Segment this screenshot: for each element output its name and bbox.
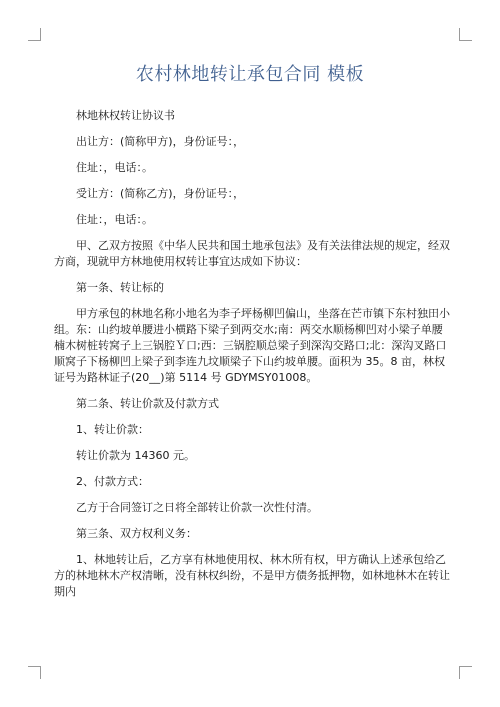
crop-mark-top-left [28,28,41,41]
paragraph-transferee-address: 住址：，电话：。 [76,213,153,226]
crop-mark-bottom-left [28,666,41,679]
crop-mark-bottom-right [459,666,472,679]
paragraph-article-2-heading: 第二条、转让价款及付款方式 [76,397,219,410]
paragraph-article-1-heading: 第一条、转让标的 [76,281,164,294]
paragraph-price-heading: 1、转让价款： [76,423,149,436]
paragraph-transferor: 出让方：(简称甲方)，身份证号：， [76,135,245,148]
paragraph-transferor-address: 住址：，电话：。 [76,161,153,174]
paragraph-payment-heading: 2、付款方式： [76,475,149,488]
paragraph-article-3-heading: 第三条、双方权利义务： [76,527,197,540]
paragraph-price: 转让价款为 14360 元。 [76,449,195,462]
paragraph-payment: 乙方于合同签订之日将全部转让价款一次性付清。 [76,501,318,514]
document-body [54,108,450,600]
document-title: 农村林地转让承包合同 模板 [135,64,365,85]
paragraph-heading: 林地林权转让协议书 [76,109,175,122]
paragraph-preamble: 甲、乙双方按照《中华人民共和国土地承包法》及有关法律法规的规定，经双方商，现就甲方林地使用权转让事宜达成如下协议： [54,239,450,268]
crop-mark-top-right [459,28,472,41]
paragraph-transferee: 受让方：(简称乙方)，身份证号：， [76,187,245,200]
paragraph-article-3-item-1: 1、林地转让后，乙方享有林地使用权、林木所有权，甲方确认上述承包给乙方的林地林木产权清晰，没有林权纠纷，不是甲方债务抵押物，如林地林木在转让期内 [54,553,450,598]
paragraph-article-1-body: 甲方承包的林地名称小地名为李子坪杨柳凹偏山，坐落在芒市镇下东村独田小组。东：山约坡单腰进小横路下梁子到两交水;南：两交水顺杨柳凹对小梁子单腰楠木树桩转窝子上三锅腔Ｙ口;西：三锅腔顺总梁子到深沟交路口;北：深沟叉路口顺窝子下杨柳凹上梁子到李连九坟顺梁子下山约坡单腰。面积为 35。8 亩，林权证号为路林证子(20__)第 5114 号 GDYMSY01008。 [54,307,450,384]
